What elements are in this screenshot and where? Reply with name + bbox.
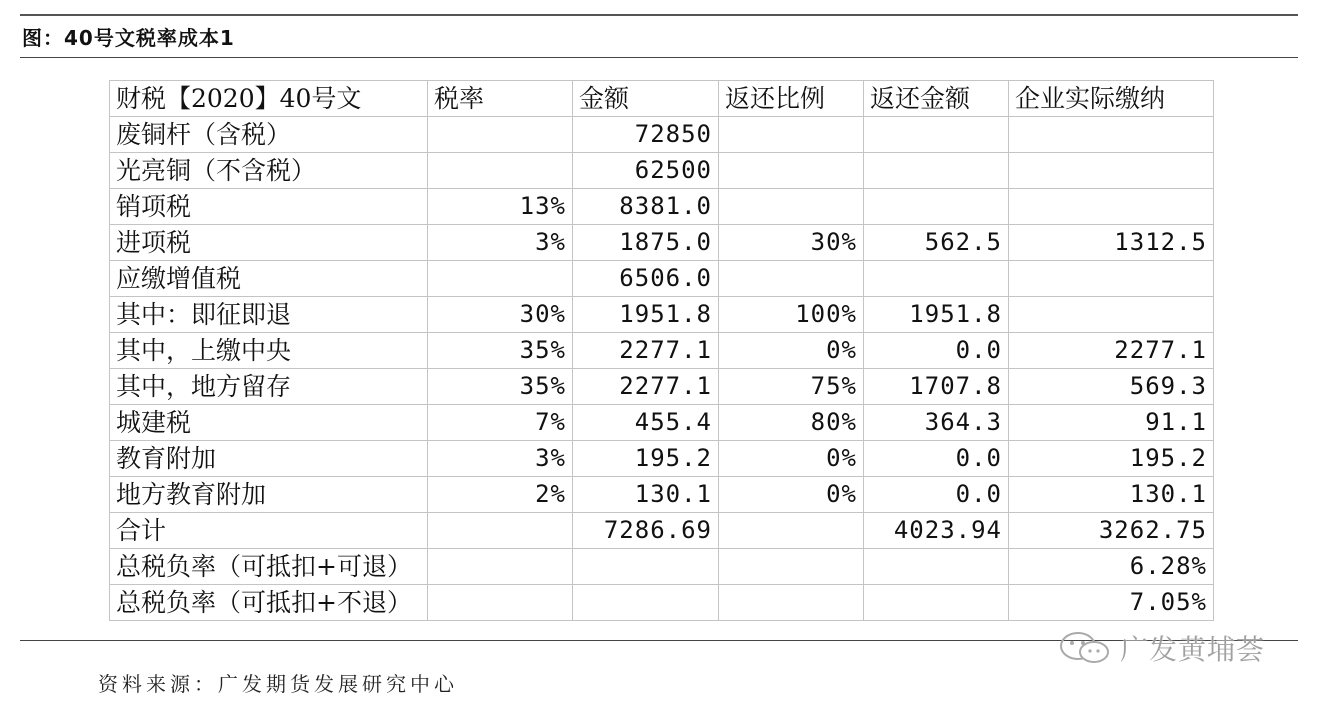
table-cell: 城建税 [110,405,428,441]
table-cell: 1875.0 [573,225,719,261]
table-row [110,369,1214,405]
table-cell: 总税负率（可抵扣+可退） [110,549,428,585]
table-cell [719,153,864,189]
table-cell: 562.5 [864,225,1009,261]
table-header-cell: 财税【2020】40号文 [110,81,428,117]
watermark [1058,628,1265,668]
table-cell [428,117,573,153]
title-rule [20,57,1298,58]
table-cell [864,117,1009,153]
table-cell: 364.3 [864,405,1009,441]
table-cell: 2277.1 [1009,333,1214,369]
source-note: 资料来源：广发期货发展研究中心 [98,672,458,696]
table-cell [573,585,719,621]
table-cell: 3% [428,441,573,477]
table-cell: 35% [428,369,573,405]
table-cell: 130.1 [1009,477,1214,513]
table-cell: 91.1 [1009,405,1214,441]
table-cell: 30% [719,225,864,261]
table-cell: 3% [428,225,573,261]
table-cell: 13% [428,189,573,225]
table-cell [428,261,573,297]
table-row [110,333,1214,369]
table-cell: 0.0 [864,441,1009,477]
table-row [110,153,1214,189]
table-cell [1009,189,1214,225]
table-row [110,117,1214,153]
table-cell: 100% [719,297,864,333]
table-row [110,405,1214,441]
table-row [110,225,1214,261]
wechat-icon [1058,630,1114,666]
table-cell: 75% [719,369,864,405]
table-cell: 7.05% [1009,585,1214,621]
table-cell: 62500 [573,153,719,189]
watermark-text: 广发黄埔荟 [1120,633,1266,666]
table-cell: 6506.0 [573,261,719,297]
table-cell: 0% [719,333,864,369]
table-cell: 195.2 [1009,441,1214,477]
table-cell: 销项税 [110,189,428,225]
table-header-cell: 税率 [428,81,573,117]
table-row [110,261,1214,297]
table-cell [1009,117,1214,153]
table-cell: 合计 [110,513,428,549]
table-header-cell: 企业实际缴纳 [1009,81,1214,117]
table-cell [864,585,1009,621]
table-cell: 0.0 [864,477,1009,513]
table-cell: 7% [428,405,573,441]
table-header-row [110,81,1214,117]
table-cell [1009,297,1214,333]
table-cell: 80% [719,405,864,441]
table-cell: 455.4 [573,405,719,441]
table-cell [864,261,1009,297]
table-cell: 进项税 [110,225,428,261]
table-cell: 其中，上缴中央 [110,333,428,369]
table-cell: 1951.8 [573,297,719,333]
table-cell [864,189,1009,225]
table-cell: 35% [428,333,573,369]
table-header-cell: 金额 [573,81,719,117]
table-cell: 地方教育附加 [110,477,428,513]
table-row [110,477,1214,513]
table-cell: 废铜杆（含税） [110,117,428,153]
table-cell [573,549,719,585]
table-cell: 30% [428,297,573,333]
table-cell: 教育附加 [110,441,428,477]
table-cell: 总税负率（可抵扣+不退） [110,585,428,621]
table-cell: 2277.1 [573,369,719,405]
table-cell: 0% [719,477,864,513]
table-row [110,441,1214,477]
table-cell: 7286.69 [573,513,719,549]
top-rule [20,14,1298,16]
table-cell [428,153,573,189]
table-header-cell: 返还比例 [719,81,864,117]
table-cell: 8381.0 [573,189,719,225]
table-cell [864,549,1009,585]
table-row [110,189,1214,225]
table-cell [864,153,1009,189]
table-cell: 1951.8 [864,297,1009,333]
table-cell: 应缴增值税 [110,261,428,297]
table-header-cell: 返还金额 [864,81,1009,117]
table-row [110,513,1214,549]
table-cell: 130.1 [573,477,719,513]
table-cell: 1707.8 [864,369,1009,405]
figure-title: 图：40号文税率成本1 [22,26,235,50]
table-row [110,297,1214,333]
table-cell: 0% [719,441,864,477]
table-cell: 72850 [573,117,719,153]
table-cell [428,585,573,621]
table-cell: 6.28% [1009,549,1214,585]
table-cell: 1312.5 [1009,225,1214,261]
table-cell: 光亮铜（不含税） [110,153,428,189]
table-cell [1009,153,1214,189]
table-cell: 其中，地方留存 [110,369,428,405]
table-cell: 569.3 [1009,369,1214,405]
table-cell [1009,261,1214,297]
table-cell [719,189,864,225]
table-cell [719,513,864,549]
table-cell [719,117,864,153]
table-row [110,549,1214,585]
table-cell [428,549,573,585]
table-cell [719,585,864,621]
table-cell [719,549,864,585]
table-cell: 195.2 [573,441,719,477]
table-cell: 4023.94 [864,513,1009,549]
table-row [110,585,1214,621]
table-cell: 2% [428,477,573,513]
table-cell [719,261,864,297]
table-cell: 3262.75 [1009,513,1214,549]
table-cell: 0.0 [864,333,1009,369]
table-cell: 其中：即征即退 [110,297,428,333]
table-cell: 2277.1 [573,333,719,369]
tax-rate-table [109,80,1214,621]
table-cell [428,513,573,549]
